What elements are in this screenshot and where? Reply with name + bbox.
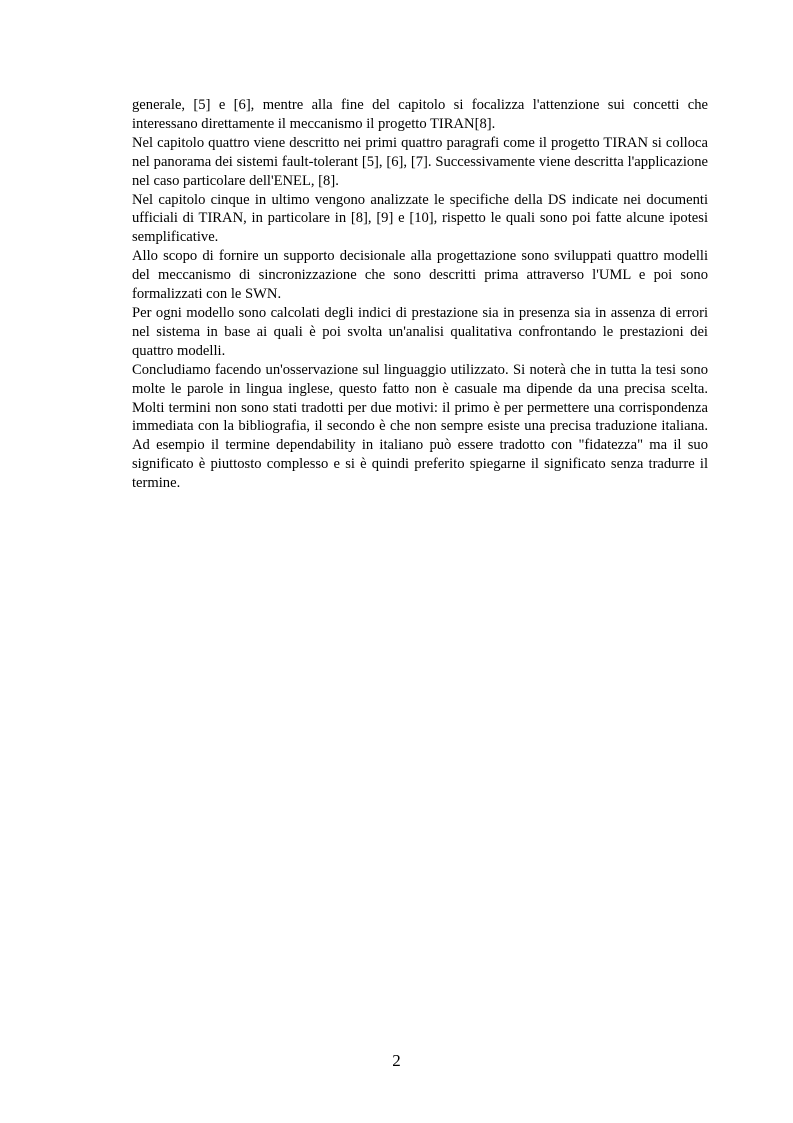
paragraph-language-note: Concludiamo facendo un'osservazione sul linguaggio utilizzato. Si noterà che in tutta la tesi sono molte le parole in lingua inglese, questo fatto non è casuale ma dipende da una precisa scelta. Molti termini non sono stati tradotti per due motivi: il primo è per permettere una corrispondenza immediata con la bibliografia, il secondo è che non sempre esiste una precisa traduzione italiana. Ad esempio il termine dependability in italiano può essere tradotto con "fidatezza" ma il suo significato è piuttosto complesso e si è quindi preferito spiegarne il significato senza tradurre il termine. — [132, 361, 708, 492]
body-text — [132, 96, 708, 493]
page-number: 2 — [392, 1051, 401, 1070]
paragraph-chapter-five: Nel capitolo cinque in ultimo vengono analizzate le specifiche della DS indicate nei documenti ufficiali di TIRAN, in particolare in [8], [9] e [10], rispetto le quali sono poi fatte alcune ipotesi semplificative. — [132, 191, 708, 246]
paragraph-intro-continuation: generale, [5] e [6], mentre alla fine del capitolo si focalizza l'attenzione sui concetti che interessano direttamente il meccanismo il progetto TIRAN[8]. — [132, 97, 708, 132]
paragraph-chapter-four: Nel capitolo quattro viene descritto nei primi quattro paragrafi come il progetto TIRAN si colloca nel panorama dei sistemi fault-tolerant [5], [6], [7]. Successivamente viene descritta l'applicazione nel caso particolare dell'ENEL, [8]. — [132, 134, 708, 189]
paragraph-performance-indices: Per ogni modello sono calcolati degli indici di prestazione sia in presenza sia in assenza di errori nel sistema in base ai quali è poi svolta un'analisi qualitativa confrontando le prestazioni dei quattro modelli. — [132, 304, 708, 359]
paragraph-models: Allo scopo di fornire un supporto decisionale alla progettazione sono sviluppati quattro modelli del meccanismo di sincronizzazione che sono descritti prima attraverso l'UML e poi sono formalizzati con le SWN. — [132, 248, 708, 303]
